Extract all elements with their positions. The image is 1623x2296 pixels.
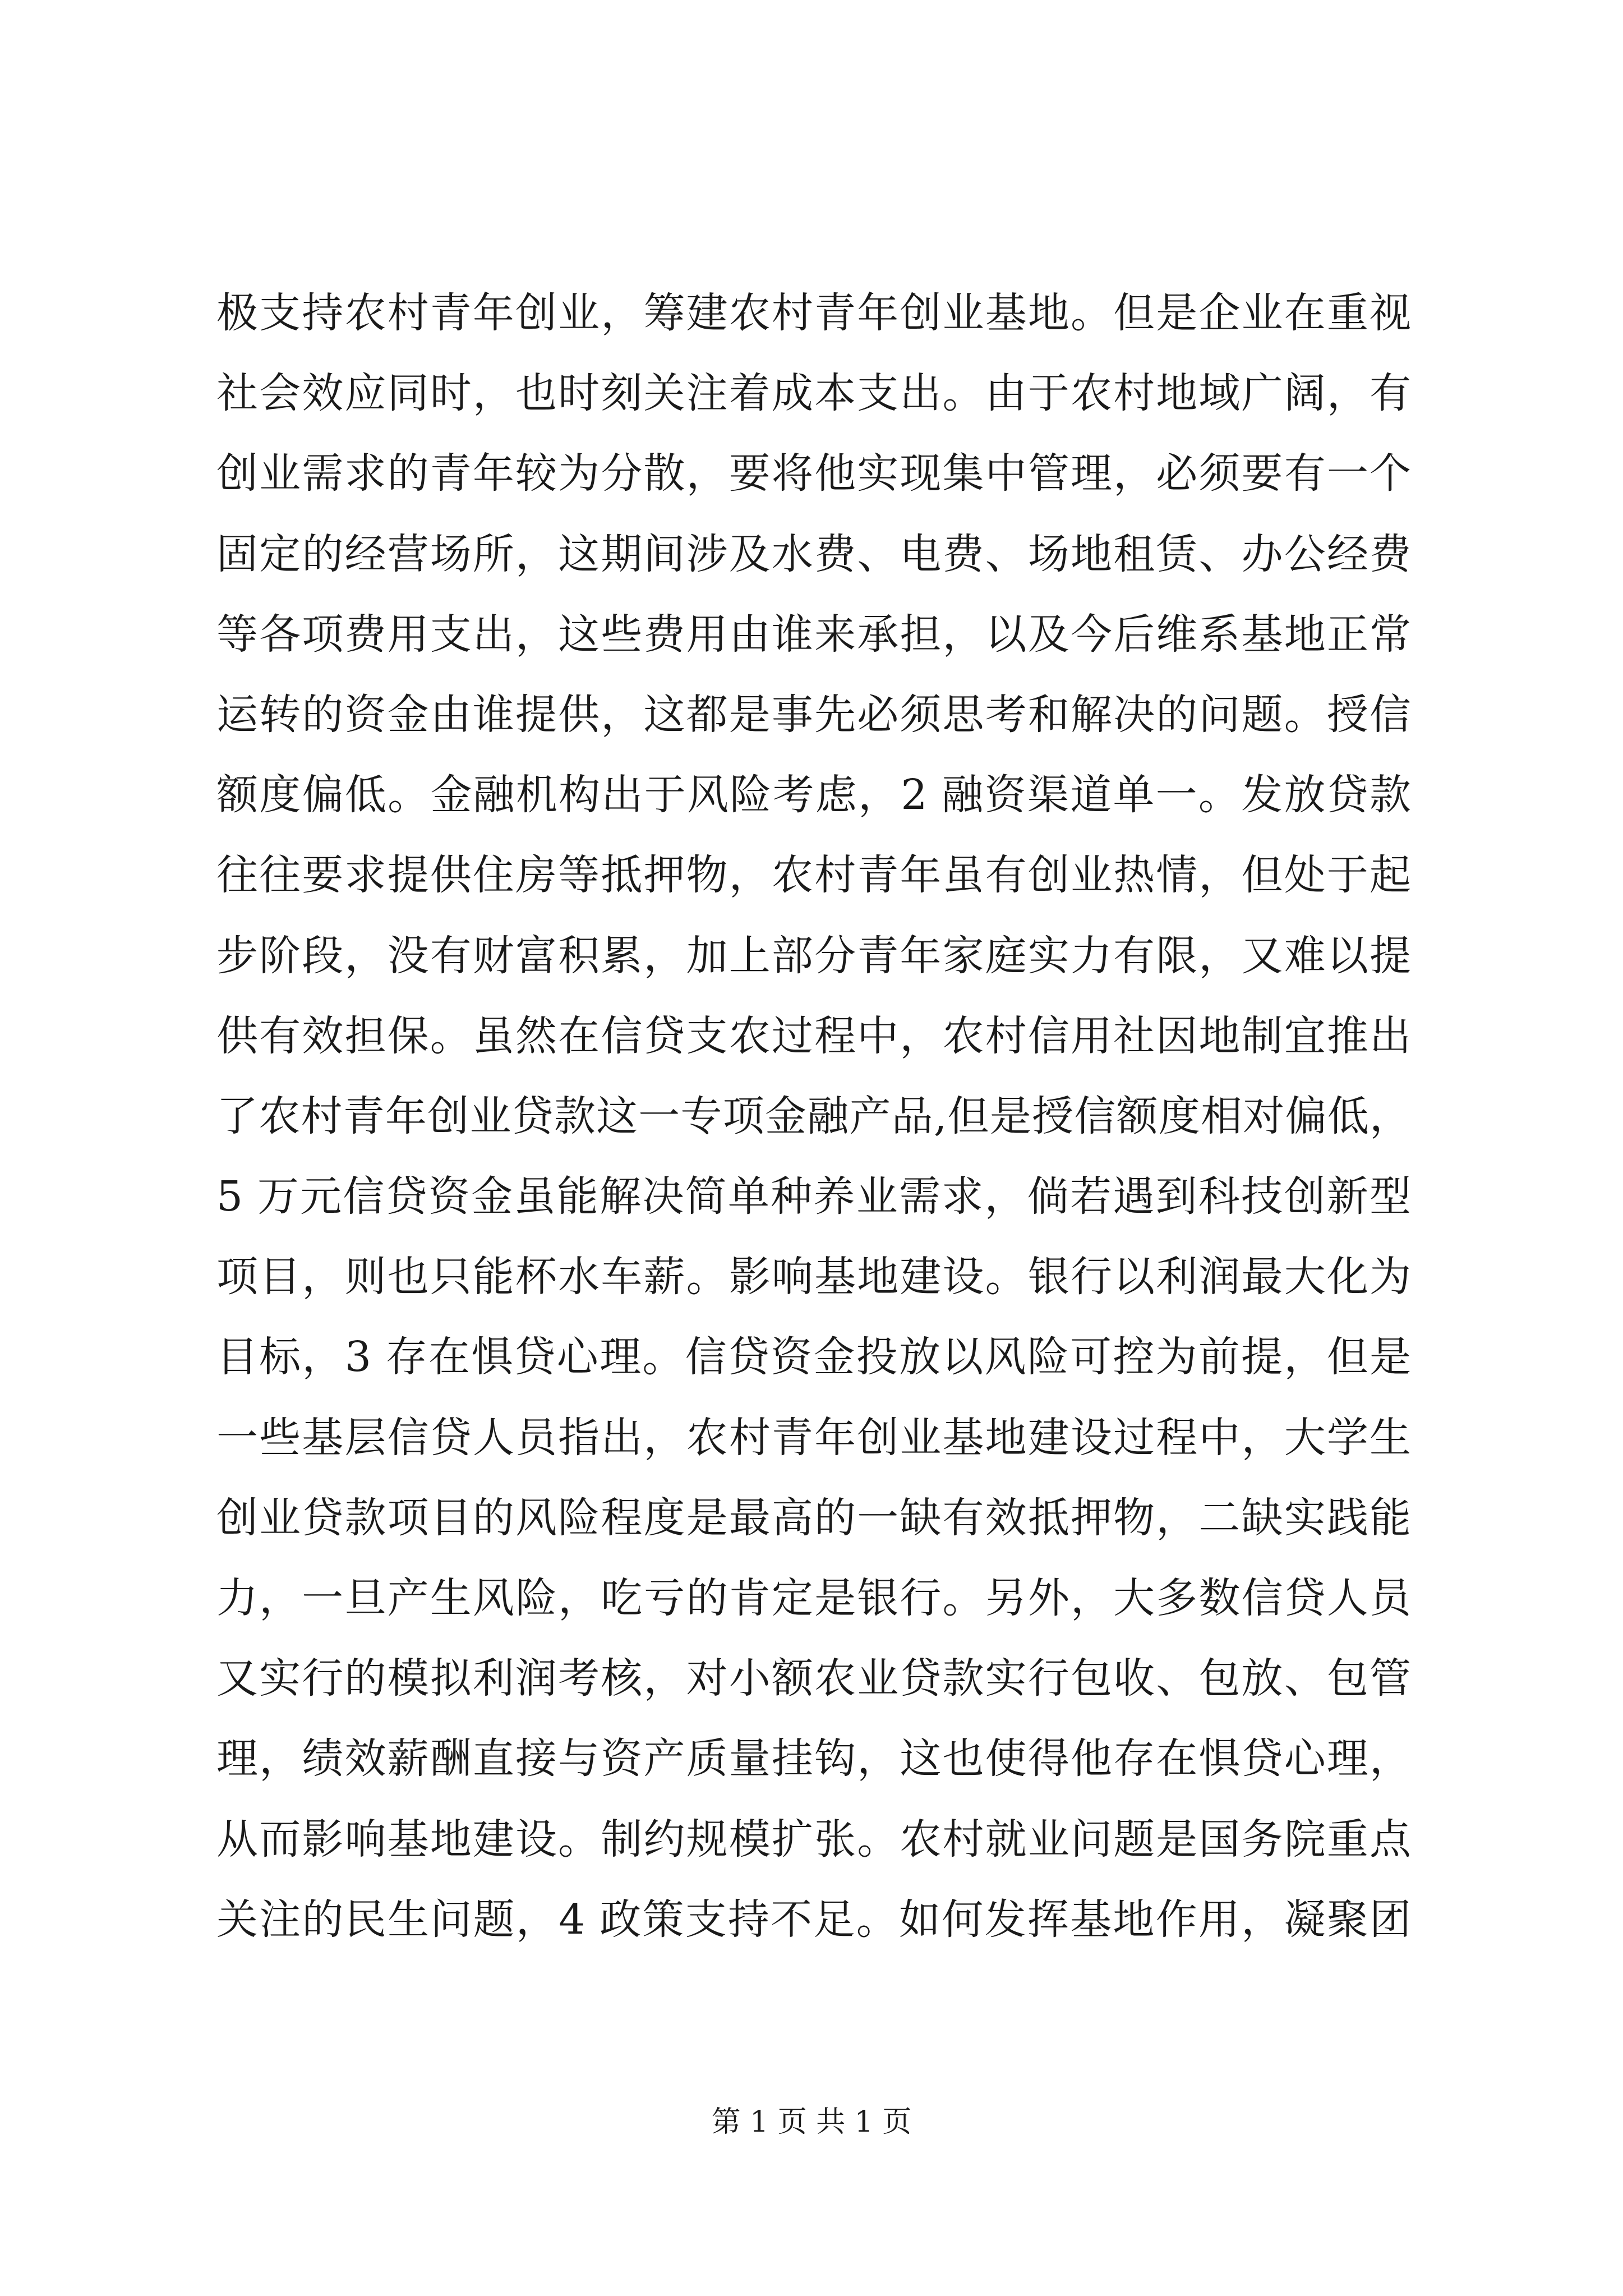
text-line: 从而影响基地建设。制约规模扩张。农村就业问题是国务院重点 (216, 1815, 1411, 1864)
text-line: 固定的经营场所，这期间涉及水费、电费、场地租赁、办公经费 (216, 530, 1411, 578)
text-line: 运转的资金由谁提供，这都是事先必须思考和解决的问题。授信 (216, 690, 1411, 739)
text-line: 一些基层信贷人员指出，农村青年创业基地建设过程中，大学生 (216, 1413, 1411, 1462)
text-line: 创业贷款项目的风险程度是最高的一缺有效抵押物，二缺实践能 (216, 1493, 1411, 1542)
text-line: 关注的民生问题，4 政策支持不足。如何发挥基地作用，凝聚团 (216, 1895, 1411, 1944)
text-line: 极支持农村青年创业，筹建农村青年创业基地。但是企业在重视 (216, 289, 1411, 337)
text-line: 又实行的模拟利润考核，对小额农业贷款实行包收、包放、包管 (216, 1654, 1411, 1703)
body-text (216, 273, 1411, 1960)
text-line: 理，绩效薪酬直接与资产质量挂钩，这也使得他存在惧贷心理， (216, 1734, 1411, 1783)
text-line: 力，一旦产生风险，吃亏的肯定是银行。另外，大多数信贷人员 (216, 1574, 1411, 1622)
text-line: 5 万元信贷资金虽能解决简单种养业需求，倘若遇到科技创新型 (216, 1172, 1411, 1221)
page-footer: 第 1 页 共 1 页 (711, 2105, 912, 2139)
text-line: 额度偏低。金融机构出于风险考虑，2 融资渠道单一。发放贷款 (216, 771, 1411, 820)
text-line: 创业需求的青年较为分散，要将他实现集中管理，必须要有一个 (216, 449, 1411, 498)
text-line: 目标，3 存在惧贷心理。信贷资金投放以风险可控为前提，但是 (216, 1333, 1411, 1382)
text-line: 步阶段，没有财富积累，加上部分青年家庭实力有限，又难以提 (216, 931, 1411, 980)
text-line: 社会效应同时，也时刻关注着成本支出。由于农村地域广阔，有 (216, 369, 1411, 418)
text-line: 往往要求提供住房等抵押物，农村青年虽有创业热情，但处于起 (216, 851, 1411, 900)
text-line: 供有效担保。虽然在信贷支农过程中，农村信用社因地制宜推出 (216, 1011, 1411, 1060)
text-line: 项目，则也只能杯水车薪。影响基地建设。银行以利润最大化为 (216, 1253, 1411, 1301)
text-line: 了农村青年创业贷款这一专项金融产品,但是授信额度相对偏低， (216, 1092, 1411, 1140)
text-line: 等各项费用支出，这些费用由谁来承担，以及今后维系基地正常 (216, 610, 1411, 659)
